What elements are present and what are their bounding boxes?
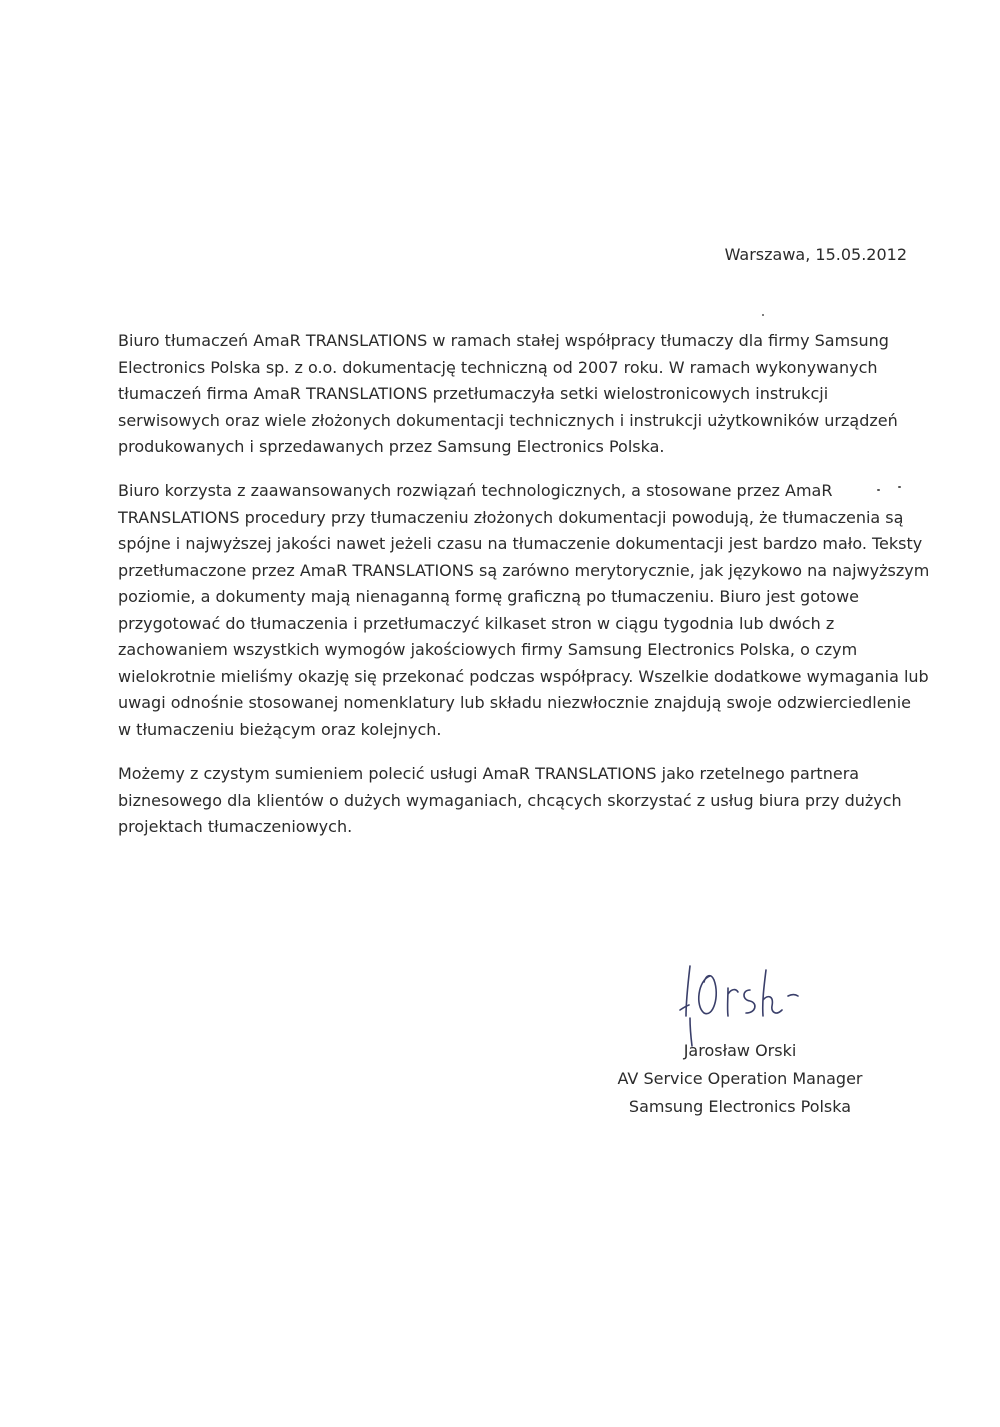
scan-speck [898, 486, 901, 488]
paragraph-line: projektach tłumaczeniowych. [118, 817, 353, 836]
paragraph-line: przetłumaczone przez AmaR TRANSLATIONS są zarówno merytorycznie, jak językowo na najwyższym [118, 560, 930, 580]
paragraph-line: poziomie, a dokumenty mają nienaganną formę graficzną po tłumaczeniu. Biuro jest gotowe [118, 587, 859, 606]
signatory-company: Samsung Electronics Polska [628, 1097, 852, 1116]
paragraph-line: wielokrotnie mieliśmy okazję się przekonać podczas współpracy. Wszelkie dodatkowe wymagania lub [118, 666, 929, 686]
paragraph-recommendation [118, 761, 918, 841]
paragraph-line: TRANSLATIONS procedury przy tłumaczeniu złożonych dokumentacji powodują, że tłumaczenia są [118, 507, 904, 527]
paragraph-line: Możemy z czystym sumieniem polecić usługi AmaR TRANSLATIONS jako rzetelnego partnera [118, 764, 860, 783]
paragraph-line: w tłumaczeniu bieżącym oraz kolejnych. [118, 719, 442, 739]
paragraph-line: serwisowych oraz wiele złożonych dokumentacji technicznych i instrukcji użytkowników urządzeń [118, 410, 898, 430]
scan-speck [877, 489, 880, 491]
paragraph-line: uwagi odnośnie stosowanej nomenklatury lub składu niezwłocznie znajdują swoje odzwierciedlenie [118, 693, 911, 712]
paragraph-line: produkowanych i sprzedawanych przez Samsung Electronics Polska. [118, 437, 665, 456]
paragraph-line: tłumaczeń firma AmaR TRANSLATIONS przetłumaczyła setki wielostronicowych instrukcji [118, 384, 829, 403]
paragraph-line: Electronics Polska sp. z o.o. dokumentację techniczną od 2007 roku. W ramach wykonywanych [118, 357, 878, 377]
paragraph-line: zachowaniem wszystkich wymogów jakościowych firmy Samsung Electronics Polska, o czym [118, 640, 858, 659]
handwritten-signature [668, 958, 818, 1048]
paragraph-quality [118, 478, 930, 743]
paragraph-line: spójne i najwyższej jakości nawet jeżeli czasu na tłumaczenie dokumentacji jest bardzo mało. Teksty [118, 534, 923, 553]
paragraph-line: Biuro tłumaczeń AmaR TRANSLATIONS w ramach stałej współpracy tłumaczy dla firmy Samsung [118, 331, 889, 350]
scan-speck [762, 314, 764, 316]
signatory-name: Jarosław Orski [683, 1041, 797, 1060]
signatory-title: AV Service Operation Manager [617, 1069, 863, 1088]
letter-date: Warszawa, 15.05.2012 [724, 245, 907, 264]
paragraph-line: Biuro korzysta z zaawansowanych rozwiązań technologicznych, a stosowane przez AmaR [118, 481, 833, 500]
paragraph-intro [118, 328, 918, 461]
signature-block [560, 1037, 920, 1121]
paragraph-line: przygotować do tłumaczenia i przetłumaczyć kilkaset stron w ciągu tygodnia lub dwóch z [118, 613, 835, 633]
paragraph-line: biznesowego dla klientów o dużych wymaganiach, chcących skorzystać z usług biura przy dużych [118, 790, 902, 810]
